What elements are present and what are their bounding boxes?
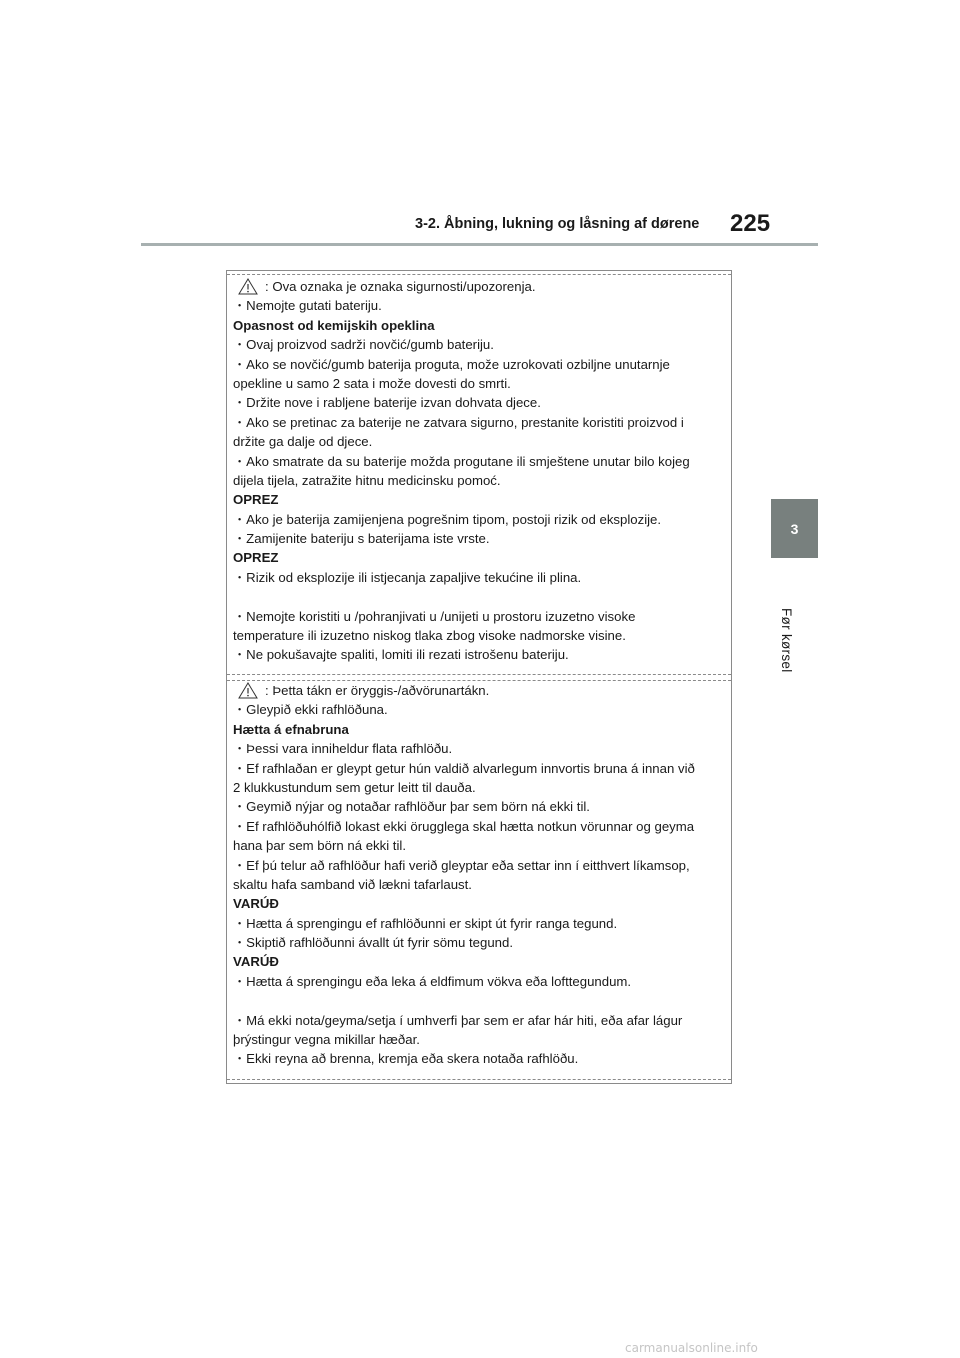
croatian-warning-row bbox=[233, 277, 690, 296]
icelandic-warning-label: : Þetta tákn er öryggis-/aðvörunartákn. bbox=[265, 683, 490, 698]
icelandic-notice bbox=[233, 681, 695, 1069]
site-watermark: carmanualsonline.info bbox=[625, 1341, 758, 1355]
croatian-lines bbox=[233, 296, 690, 664]
croatian-line: ・Nemojte gutati bateriju. bbox=[233, 298, 382, 314]
croatian-warning-label: : Ova oznaka je oznaka sigurnosti/upozorenja. bbox=[265, 279, 536, 294]
icelandic-line: ・Gleypið ekki rafhlöðuna. bbox=[233, 702, 388, 718]
icelandic-line: ・Ef þú telur að rafhlöður hafi verið gleyptar eða settar inn í eitthvert líkamsop, bbox=[233, 857, 690, 873]
icelandic-line: ・Hætta á sprengingu eða leka á eldfimum vökva eða lofttegundum. bbox=[233, 973, 632, 989]
chapter-title: Før kørsel bbox=[779, 608, 794, 673]
chapter-tab bbox=[771, 499, 818, 558]
croatian-line: OPREZ bbox=[233, 550, 279, 566]
croatian-line: ・Rizik od eksplozije ili istjecanja zapaljive tekućine ili plina. bbox=[233, 569, 582, 585]
croatian-line: ・Ako smatrate da su baterije možda progutane ili smještene unutar bilo kojeg bbox=[233, 453, 690, 469]
croatian-line: držite ga dalje od djece. bbox=[233, 434, 373, 450]
icelandic-line: ・Hætta á sprengingu ef rafhlöðunni er skipt út fyrir ranga tegund. bbox=[233, 915, 618, 931]
icelandic-line: ・Ef rafhlöðuhólfið lokast ekki örugglega skal hætta notkun vörunnar og geyma bbox=[233, 818, 695, 834]
warning-triangle-icon bbox=[238, 278, 258, 295]
icelandic-warning-row bbox=[233, 681, 695, 700]
icelandic-line: VARÚÐ bbox=[233, 896, 279, 912]
dashed-rule-middle-1 bbox=[227, 674, 731, 675]
croatian-line bbox=[233, 587, 690, 606]
icelandic-line bbox=[233, 991, 695, 1010]
croatian-line: temperature ili izuzetno niskog tlaka zbog visoke nadmorske visine. bbox=[233, 628, 626, 644]
croatian-line: ・Zamijenite bateriju s baterijama iste vrste. bbox=[233, 531, 490, 547]
icelandic-line: 2 klukkustundum sem getur leitt til dauða. bbox=[233, 779, 476, 795]
croatian-line: ・Držite nove i rabljene baterije izvan dohvata djece. bbox=[233, 395, 541, 411]
croatian-notice bbox=[233, 277, 690, 665]
croatian-line: ・Ne pokušavajte spaliti, lomiti ili rezati istrošenu bateriju. bbox=[233, 647, 569, 663]
croatian-line: opekline u samo 2 sata i može dovesti do smrti. bbox=[233, 375, 511, 391]
icelandic-line: ・Ef rafhlaðan er gleypt getur hún valdið alvarlegum innvortis bruna á innan við bbox=[233, 760, 695, 776]
icelandic-line: ・Má ekki nota/geyma/setja í umhverfi þar sem er afar hár hiti, eða afar lágur bbox=[233, 1012, 683, 1028]
icelandic-line: ・Skiptið rafhlöðunni ávallt út fyrir sömu tegund. bbox=[233, 935, 514, 951]
header-divider bbox=[141, 243, 818, 246]
icelandic-line: ・Ekki reyna að brenna, kremja eða skera notaða rafhlöðu. bbox=[233, 1051, 579, 1067]
croatian-line: dijela tijela, zatražite hitnu medicinsku pomoć. bbox=[233, 472, 501, 488]
battery-safety-notice bbox=[226, 270, 732, 1084]
section-title: 3-2. Åbning, lukning og låsning af dørene bbox=[415, 216, 700, 232]
croatian-line: ・Ako je baterija zamijenjena pogrešnim tipom, postoji rizik od eksplozije. bbox=[233, 511, 662, 527]
croatian-line: OPREZ bbox=[233, 492, 279, 508]
icelandic-line: skaltu hafa samband við lækni tafarlaust. bbox=[233, 876, 472, 892]
icelandic-line: hana þar sem börn ná ekki til. bbox=[233, 838, 406, 854]
icelandic-line: ・Geymið nýjar og notaðar rafhlöður þar sem börn ná ekki til. bbox=[233, 799, 590, 815]
croatian-line: Opasnost od kemijskih opeklina bbox=[233, 317, 435, 333]
icelandic-line: VARÚÐ bbox=[233, 954, 279, 970]
croatian-line: ・Ovaj proizvod sadrži novčić/gumb bateriju. bbox=[233, 337, 494, 353]
page-number: 225 bbox=[730, 210, 771, 237]
icelandic-line: þrýstingur vegna mikillar hæðar. bbox=[233, 1032, 420, 1048]
dashed-rule-top bbox=[227, 274, 731, 275]
croatian-line: ・Ako se pretinac za baterije ne zatvara sigurno, prestanite koristiti proizvod i bbox=[233, 414, 684, 430]
icelandic-line: Hætta á efnabruna bbox=[233, 721, 349, 737]
croatian-line: ・Ako se novčić/gumb baterija proguta, može uzrokovati ozbiljne unutarnje bbox=[233, 356, 670, 372]
icelandic-line: ・Þessi vara inniheldur flata rafhlöðu. bbox=[233, 741, 453, 757]
icelandic-lines bbox=[233, 700, 695, 1068]
croatian-line: ・Nemojte koristiti u /pohranjivati u /unijeti u prostoru izuzetno visoke bbox=[233, 608, 636, 624]
warning-triangle-icon bbox=[238, 682, 258, 699]
chapter-number: 3 bbox=[790, 520, 799, 537]
dashed-rule-bottom bbox=[227, 1079, 731, 1080]
